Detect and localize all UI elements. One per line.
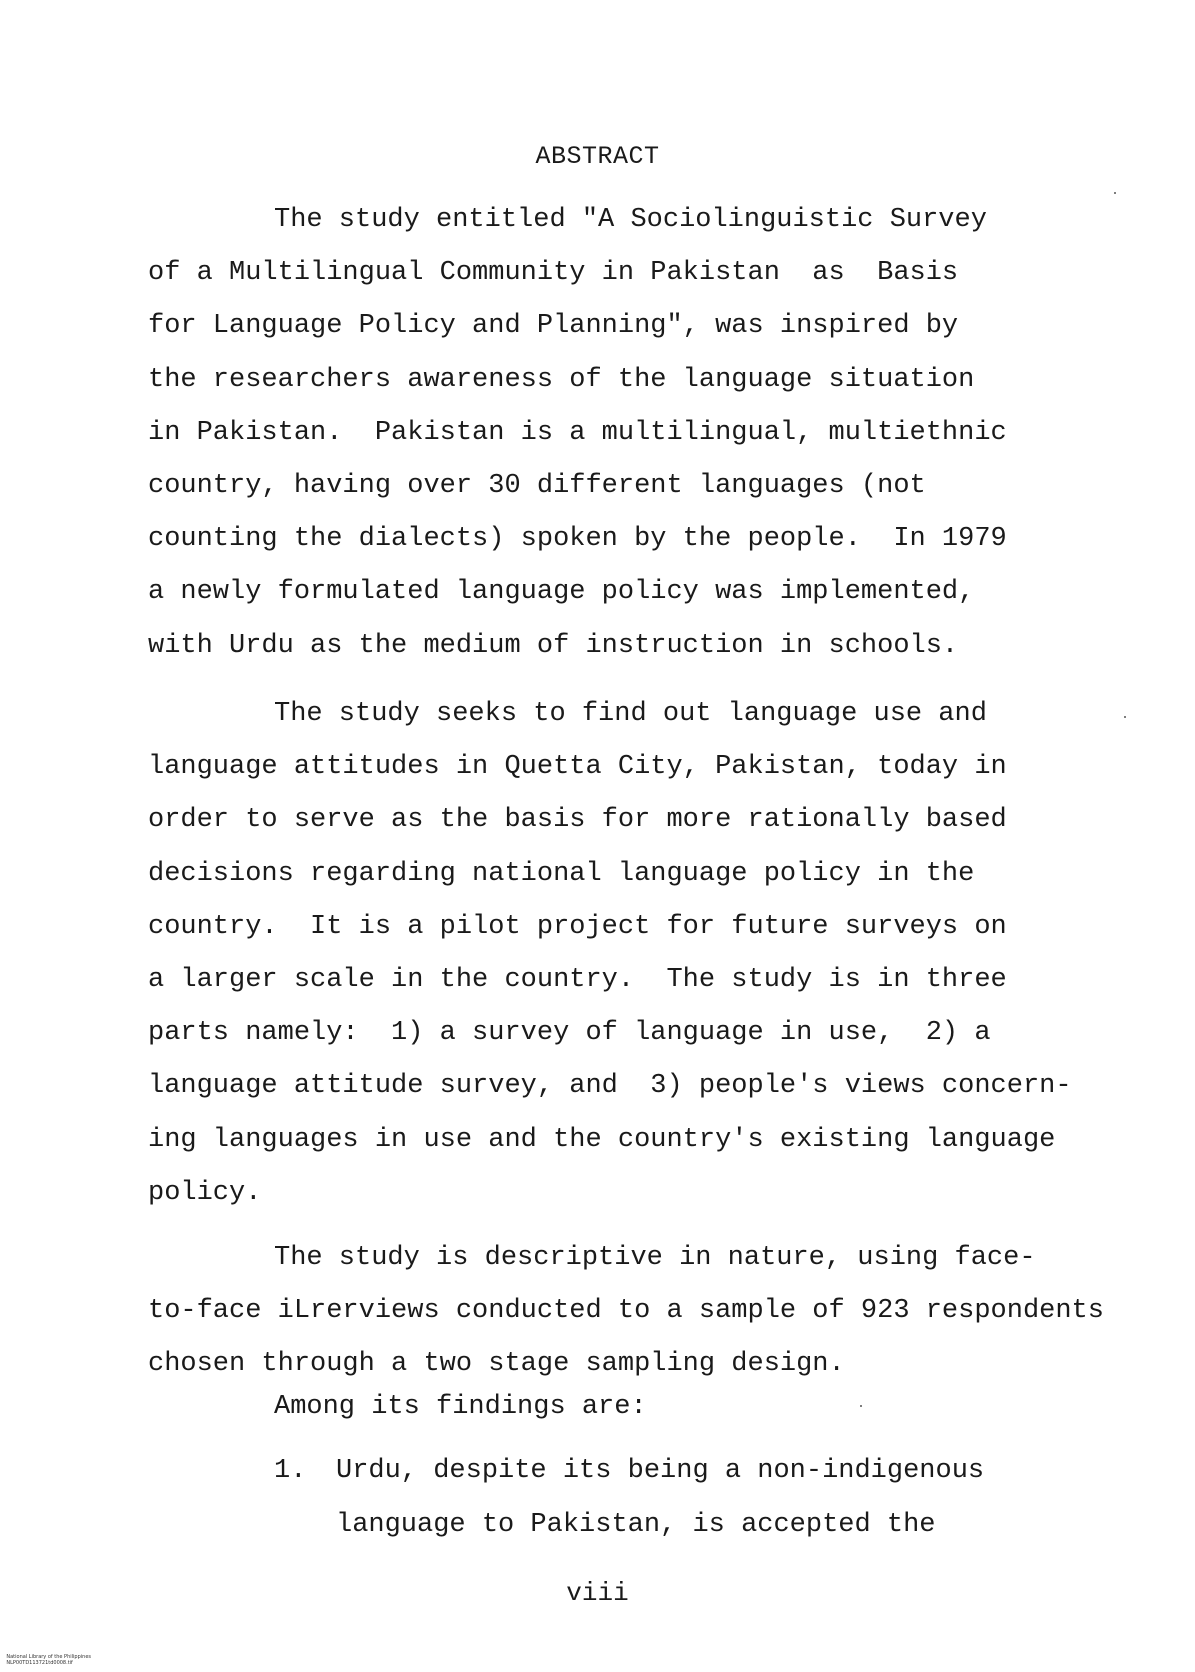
- paragraph-line: in Pakistan. Pakistan is a multilingual, multiethnic: [148, 417, 1007, 448]
- paragraph-line: The study is descriptive in nature, using face-: [274, 1243, 1036, 1273]
- scan-speck: [1114, 192, 1116, 194]
- paragraph-3: [148, 1232, 1104, 1392]
- paragraph-line: a newly formulated language policy was implemented,: [148, 577, 975, 608]
- paragraph-line: The study entitled "A Sociolinguistic Survey: [274, 205, 987, 235]
- paragraph-line: order to serve as the basis for more rationally based: [148, 805, 1007, 836]
- finding-line: Urdu, despite its being a non-indigenous: [336, 1456, 985, 1486]
- abstract-heading: ABSTRACT: [535, 142, 660, 171]
- finding-number: 1.: [274, 1456, 307, 1486]
- paragraph-line: a larger scale in the country. The study is in three: [148, 964, 1007, 995]
- scan-footer: [0, 1648, 111, 1672]
- paragraph-line: chosen through a two stage sampling design.: [148, 1349, 845, 1380]
- paragraph-line: language attitudes in Quetta City, Pakistan, today in: [148, 752, 1007, 783]
- paragraph-line: of a Multilingual Community in Pakistan as Basis: [148, 258, 959, 289]
- paragraph-line: to-face iLrerviews conducted to a sample of 923 respondents: [148, 1296, 1104, 1327]
- findings-intro: Among its findings are:: [274, 1392, 647, 1422]
- scan-speck: [860, 1405, 862, 1407]
- finding-line: language to Pakistan, is accepted the: [336, 1510, 936, 1540]
- scan-speck: [1124, 716, 1126, 718]
- paragraph-line: parts namely: 1) a survey of language in use, 2) a: [148, 1018, 991, 1049]
- finding-text: [336, 1444, 1036, 1552]
- footer-file: NLP00TD113721td0008.tif: [6, 1660, 73, 1666]
- paragraph-line: with Urdu as the medium of instruction in schools.: [148, 630, 959, 661]
- page-number: viii: [566, 1578, 629, 1608]
- paragraph-line: the researchers awareness of the language situation: [148, 364, 975, 395]
- paragraph-line: country. It is a pilot project for future surveys on: [148, 911, 1007, 942]
- paragraph-line: policy.: [148, 1177, 262, 1208]
- paragraph-1: [148, 194, 1088, 673]
- paragraph-line: counting the dialects) spoken by the people. In 1979: [148, 524, 1007, 555]
- paragraph-2: [148, 688, 1088, 1220]
- paragraph-line: for Language Policy and Planning", was inspired by: [148, 311, 959, 342]
- paragraph-line: ing languages in use and the country's existing language: [148, 1124, 1056, 1155]
- paragraph-line: The study seeks to find out language use and: [274, 699, 987, 729]
- paragraph-line: decisions regarding national language policy in the: [148, 858, 975, 889]
- paragraph-line: language attitude survey, and 3) people's views concern-: [148, 1071, 1072, 1102]
- paragraph-line: country, having over 30 different languages (not: [148, 470, 926, 501]
- footer-library: National Library of the Philippines: [6, 1654, 91, 1660]
